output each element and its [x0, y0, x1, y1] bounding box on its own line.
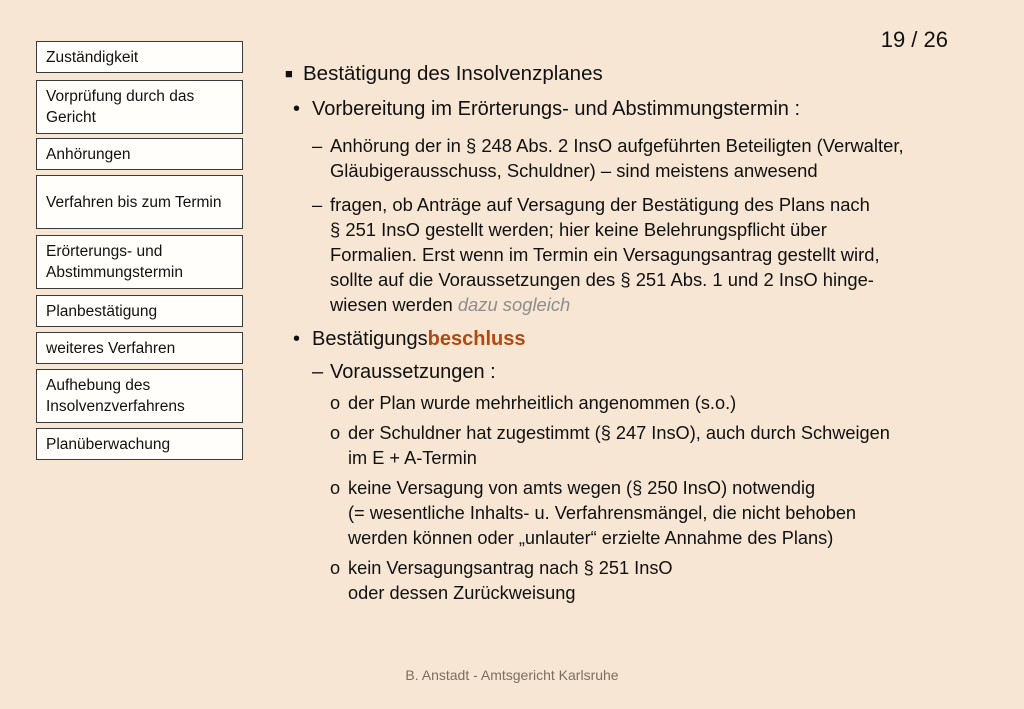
- prep-item2-line2: § 251 InsO gestellt werden; hier keine Belehrungspflicht über: [330, 219, 827, 240]
- prep-item2-line5: [330, 294, 570, 316]
- nav-item-anhoerungen[interactable]: Anhörungen: [36, 138, 243, 170]
- nav-item-planbestaetigung[interactable]: Planbestätigung: [36, 295, 243, 327]
- prep-item2-line4: sollte auf die Voraussetzungen des § 251 Abs. 1 und 2 InsO hinge-: [330, 269, 874, 290]
- nav-item-aufhebung[interactable]: Aufhebung des Insolvenzverfahrens: [36, 369, 243, 423]
- circle-bullet-icon: o: [330, 558, 341, 578]
- nav-item-planueberwachung[interactable]: Planüberwachung: [36, 428, 243, 460]
- condition-4-line1: kein Versagungsantrag nach § 251 InsO: [348, 558, 673, 578]
- dash-bullet-icon: –: [312, 135, 323, 156]
- condition-1-line1: der Plan wurde mehrheitlich angenommen (s.o.): [348, 393, 737, 413]
- prep-item1-line1: Anhörung der in § 248 Abs. 2 InsO aufgeführten Beteiligten (Verwalter,: [330, 135, 904, 156]
- prep-item2-line3: Formalien. Erst wenn im Termin ein Versagungsantrag gestellt wird,: [330, 244, 880, 265]
- nav-item-eroerterungstermin[interactable]: Erörterungs- und Abstimmungstermin: [36, 235, 243, 289]
- square-bullet-icon: ■: [285, 66, 293, 81]
- condition-2-line1: der Schuldner hat zugestimmt (§ 247 InsO), auch durch Schweigen: [348, 423, 890, 443]
- condition-3-line3: werden können oder „unlauter“ erzielte Annahme des Plans): [348, 528, 834, 548]
- section-heading: Bestätigung des Insolvenzplanes: [303, 62, 603, 85]
- condition-4-line2: oder dessen Zurückweisung: [348, 583, 576, 603]
- footer: B. Anstadt - Amtsgericht Karlsruhe: [405, 667, 619, 683]
- dot-bullet-icon: •: [293, 328, 301, 350]
- condition-3-line2: (= wesentliche Inhalts- u. Verfahrensmängel, die nicht behoben: [348, 503, 857, 523]
- condition-2-line2: im E + A-Termin: [348, 448, 477, 468]
- nav-item-vorpruefung[interactable]: Vorprüfung durch das Gericht: [36, 80, 243, 134]
- prep-item2-note: dazu sogleich: [457, 294, 571, 315]
- nav-item-verfahren-bis-termin[interactable]: Verfahren bis zum Termin: [36, 175, 243, 229]
- nav-item-zustaendigkeit[interactable]: Zuständigkeit: [36, 41, 243, 73]
- prep-item2-line1: fragen, ob Anträge auf Versagung der Bestätigung des Plans nach: [330, 194, 870, 215]
- circle-bullet-icon: o: [330, 478, 341, 498]
- dash-bullet-icon: –: [312, 361, 324, 383]
- dot-bullet-icon: •: [293, 98, 301, 120]
- condition-3-line1: keine Versagung von amts wegen (§ 250 InsO) notwendig: [348, 478, 816, 498]
- dash-bullet-icon: –: [312, 194, 323, 215]
- nav-item-weiteres-verfahren[interactable]: weiteres Verfahren: [36, 332, 243, 364]
- decision-title-highlight: beschluss: [427, 328, 526, 350]
- prep-item2-line5-text: wiesen werden: [330, 294, 453, 315]
- prep-item1-line2: Gläubigerausschuss, Schuldner) – sind meistens anwesend: [330, 160, 818, 181]
- decision-title: [312, 328, 525, 351]
- circle-bullet-icon: o: [330, 393, 341, 413]
- circle-bullet-icon: o: [330, 423, 341, 443]
- prep-title: Vorbereitung im Erörterungs- und Abstimmungstermin :: [312, 98, 800, 120]
- page-number: 19 / 26: [880, 27, 948, 52]
- conditions-title: Voraussetzungen :: [330, 361, 496, 383]
- decision-title-prefix: Bestätigungs: [312, 328, 428, 350]
